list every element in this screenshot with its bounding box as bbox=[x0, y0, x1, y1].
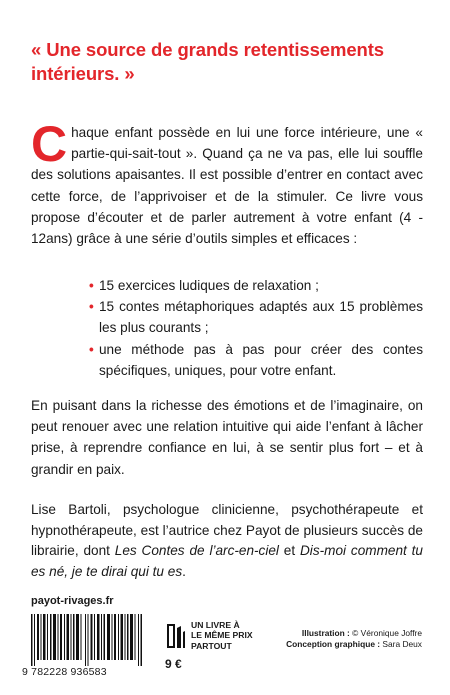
price: 9 € bbox=[165, 657, 182, 671]
publisher-url: payot-rivages.fr bbox=[31, 595, 114, 607]
author-bio bbox=[31, 500, 423, 582]
list-item-text: 15 contes métaphoriques adaptés aux 15 problèmes les plus courants ; bbox=[99, 299, 423, 336]
bullet-icon: • bbox=[89, 278, 94, 293]
bullet-icon: • bbox=[89, 341, 94, 357]
list-item bbox=[31, 296, 423, 338]
credit-value: © Véronique Joffre bbox=[349, 628, 422, 638]
feature-list bbox=[31, 275, 423, 381]
author-bio-connector: et bbox=[278, 543, 300, 558]
credit-label: Illustration : bbox=[301, 628, 350, 638]
barcode-number: 9 782228 936583 bbox=[22, 666, 107, 678]
intro-paragraph bbox=[31, 116, 423, 249]
book-title: Les Contes de l’arc-en-ciel bbox=[114, 543, 279, 558]
design-credit bbox=[286, 639, 422, 650]
barcode bbox=[31, 614, 143, 666]
price-label bbox=[191, 620, 253, 651]
book-title: Dis-moi comment tu es né, je te dirai qui tu es bbox=[31, 543, 423, 579]
illustration-credit bbox=[286, 628, 422, 639]
description-paragraph: En puisant dans la richesse des émotions et de l’imaginaire, on peut renouer avec une relation intuitive qui aide l’enfant à lâcher prise, à reprendre confiance en lui, à se sentir plus fort – et à grandir en paix. bbox=[31, 398, 423, 477]
price-label-line: UN LIVRE À bbox=[191, 620, 240, 630]
author-bio-end: . bbox=[182, 563, 186, 579]
intro-text: haque enfant possède en lui une force intérieure, une « partie-qui-sait-tout ». Quand ça ne va pas, elle lui souffle des solutions apaisantes. Il est possible d’entrer en contact avec cette force, de l’apprivoiser et de la stimuler. Ce livre vous propose d’écouter et de parler autrement à votre enfant (4 - 12ans) grâce à une série d’outils simples et efficaces : bbox=[31, 125, 423, 247]
list-item-text: 15 exercices ludiques de relaxation ; bbox=[99, 278, 319, 293]
drop-cap: C bbox=[31, 116, 68, 172]
back-cover-quote: « Une source de grands retentissements intérieurs. » bbox=[31, 39, 384, 84]
credit-value: Sara Deux bbox=[380, 639, 422, 649]
credit-label: Conception graphique : bbox=[286, 639, 381, 649]
list-item bbox=[31, 339, 423, 381]
price-label-line: PARTOUT bbox=[191, 640, 232, 651]
list-item-text: une méthode pas à pas pour créer des contes spécifiques, uniques, pour votre enfant. bbox=[99, 341, 423, 378]
author-bio-text: Lise Bartoli, psychologue clinicienne, psychothérapeute et hypnothérapeute, est l’autrice chez Payot de plusieurs succès de librairie, dont bbox=[31, 502, 423, 558]
price-label-line: LE MÊME PRIX bbox=[191, 630, 253, 641]
list-item bbox=[31, 275, 423, 296]
bullet-icon: • bbox=[89, 299, 94, 315]
credits bbox=[286, 628, 422, 650]
book-price-logo-icon bbox=[165, 622, 187, 650]
